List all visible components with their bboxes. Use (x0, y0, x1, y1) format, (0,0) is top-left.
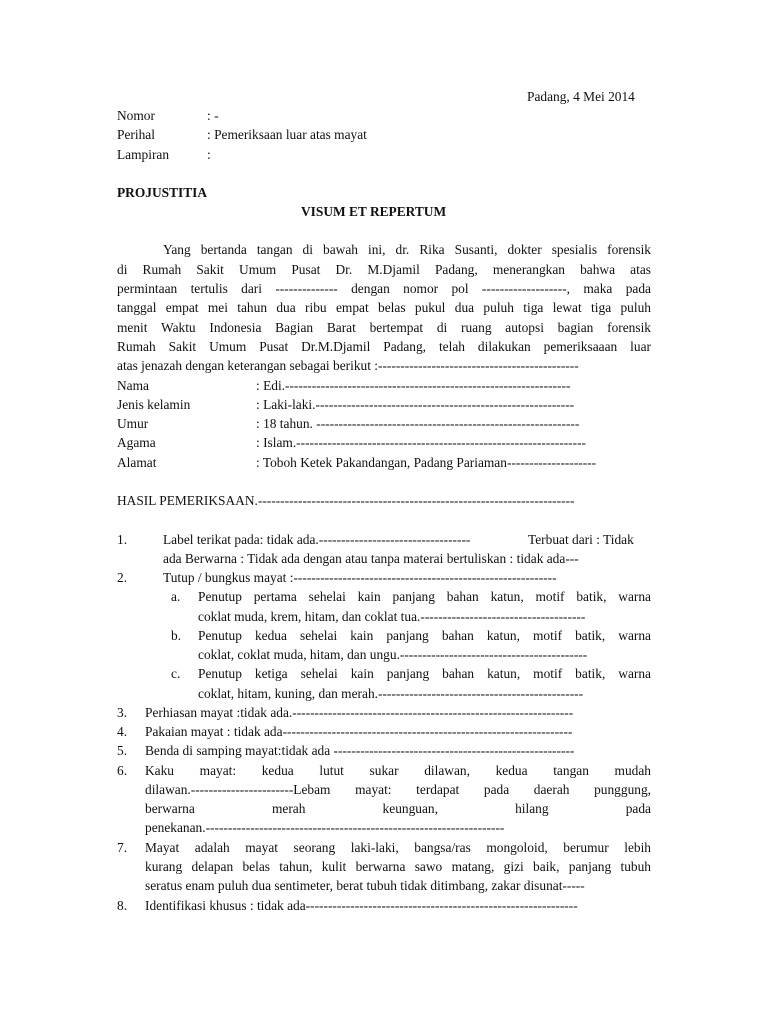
identity-label-nama: Nama (117, 378, 149, 393)
place-date: Padang, 4 Mei 2014 (527, 89, 635, 104)
lampiran-value: : (207, 147, 211, 162)
identity-value-umur: : 18 tahun. ----------------------------------------------------------- (256, 416, 580, 431)
item-number: 1. (117, 532, 128, 547)
identity-label-jenis-kelamin: Jenis kelamin (117, 397, 191, 412)
item1-text-right: Terbuat dari : Tidak (528, 532, 634, 547)
subitem-c-text: coklat, hitam, kuning, dan merah.---------------------------------------------- (198, 686, 584, 701)
identity-label-alamat: Alamat (117, 455, 157, 470)
item-number: 3. (117, 705, 128, 720)
item1-text: Label terikat pada: tidak ada.---------------------------------- (163, 532, 471, 547)
hasil-heading: HASIL PEMERIKSAAN.----------------------------------------------------------------------- (117, 493, 575, 508)
subitem-b-text: coklat, coklat muda, hitam, dan ungu.------------------------------------------ (198, 647, 588, 662)
item-number: 8. (117, 898, 128, 913)
identity-value-agama: : Islam.----------------------------------------------------------------- (256, 435, 587, 450)
identity-label-agama: Agama (117, 435, 156, 450)
item7-text: Mayat adalah mayat seorang laki-laki, bangsa/ras mongoloid, berumur lebih (145, 840, 651, 855)
subitem-letter: b. (171, 628, 182, 643)
subitem-letter: c. (171, 666, 181, 681)
item5-text: Benda di samping mayat:tidak ada ------------------------------------------------------ (145, 743, 575, 758)
nomor-label: Nomor (117, 108, 155, 123)
perihal-label: Perihal (117, 127, 155, 142)
projustitia-heading: PROJUSTITIA (117, 185, 208, 200)
identity-value-nama: : Edi.---------------------------------------------------------------- (256, 378, 571, 393)
item-number: 7. (117, 840, 128, 855)
intro-line: permintaan tertulis dari -------------- dengan nomor pol -------------------, maka pada (117, 281, 651, 296)
intro-line: atas jenazah dengan keterangan sebagai berikut :--------------------------------------------- (117, 358, 579, 373)
item7-text: kurang delapan belas tahun, kulit berwarna sawo matang, gizi baik, panjang tubuh (145, 859, 651, 874)
item1-text: ada Berwarna : Tidak ada dengan atau tanpa materai bertuliskan : tidak ada--- (163, 551, 579, 566)
subitem-a-text: Penutup pertama sehelai kain panjang bahan katun, motif batik, warna (198, 589, 651, 604)
perihal-value: : Pemeriksaan luar atas mayat (207, 127, 367, 142)
item8-text: Identifikasi khusus : tidak ada------------------------------------------------------------- (145, 898, 578, 913)
document-title: VISUM ET REPERTUM (301, 204, 447, 219)
identity-label-umur: Umur (117, 416, 149, 431)
intro-line: Rumah Sakit Umum Pusat Dr.M.Djamil Padang, telah dilakukan pemeriksaaan luar (117, 339, 651, 354)
item6-text: berwarna merah keunguan, hilang pada (145, 801, 651, 816)
lampiran-label: Lampiran (117, 147, 170, 162)
item6-text: penekanan.------------------------------------------------------------------- (145, 820, 505, 835)
item6-text: Kaku mayat: kedua lutut sukar dilawan, kedua tangan mudah (145, 763, 651, 778)
subitem-letter: a. (171, 589, 181, 604)
identity-value-alamat: : Toboh Ketek Pakandangan, Padang Pariaman-------------------- (256, 455, 597, 470)
intro-line: Yang bertanda tangan di bawah ini, dr. Rika Susanti, dokter spesialis forensik (163, 242, 651, 257)
item-number: 6. (117, 763, 128, 778)
item-number: 5. (117, 743, 128, 758)
identity-value-jenis-kelamin: : Laki-laki.---------------------------------------------------------- (256, 397, 575, 412)
subitem-c-text: Penutup ketiga sehelai kain panjang bahan katun, motif batik, warna (198, 666, 651, 681)
item3-text: Perhiasan mayat :tidak ada.--------------------------------------------------------------- (145, 705, 574, 720)
item-number: 4. (117, 724, 128, 739)
intro-line: tanggal empat mei tahun dua ribu empat belas pukul dua puluh tiga lewat tiga puluh (117, 300, 651, 315)
item-number: 2. (117, 570, 128, 585)
nomor-value: : - (207, 108, 219, 123)
item2-text: Tutup / bungkus mayat :----------------------------------------------------------- (163, 570, 557, 585)
intro-line: menit Waktu Indonesia Bagian Barat bertempat di ruang autopsi bagian forensik (117, 320, 651, 335)
item4-text: Pakaian mayat : tidak ada----------------------------------------------------------------- (145, 724, 573, 739)
subitem-a-text: coklat muda, krem, hitam, dan coklat tua.------------------------------------- (198, 609, 586, 624)
item6-text: dilawan.-----------------------Lebam mayat: terdapat pada daerah punggung, (145, 782, 651, 797)
intro-line: di Rumah Sakit Umum Pusat Dr. M.Djamil Padang, menerangkan bahwa atas (117, 262, 651, 277)
item7-text: seratus enam puluh dua sentimeter, berat tubuh tidak ditimbang, zakar disunat----- (145, 878, 585, 893)
subitem-b-text: Penutup kedua sehelai kain panjang bahan katun, motif batik, warna (198, 628, 651, 643)
